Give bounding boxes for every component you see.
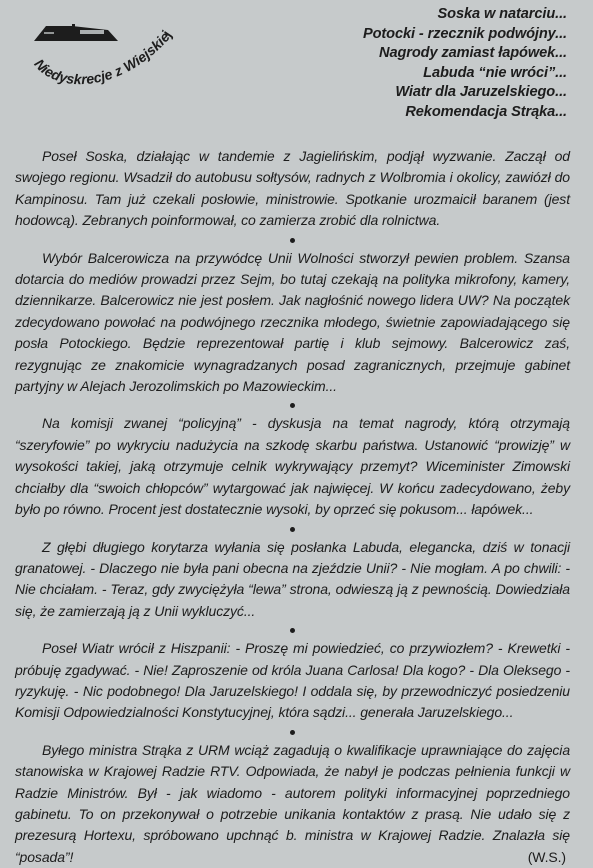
paragraph-soska: Poseł Soska, działając w tandemie z Jagielińskim, podjął wyzwanie. Zaczął od swojego regionu. Wsadził do autobusu sołtysów, radnych z Wolbromia i okolicy, zawiózł do Kampinosu. Tam już czekali posłowie, ministrowie. Spotkanie urozmaicił baranem (jest hodowcą). Zebranych poinformował, co zamierza zrobić dla rolnictwa. (15, 148, 570, 229)
bullet-separator (290, 628, 295, 633)
column-logo (20, 4, 220, 104)
paragraph-strak (15, 740, 570, 868)
teaser: Potocki - rzecznik podwójny... (362, 25, 567, 42)
teaser: Wiatr dla Jaruzelskiego... (395, 84, 567, 101)
teaser: Soska w natarciu... (437, 6, 567, 22)
column-title: Niedyskrecje z Wiejskiej (31, 28, 175, 88)
teaser: Nagrody zamiast łapówek... (379, 45, 567, 62)
paragraph-strak-text: Byłego ministra Strąka z URM wciąż zagadują o kwalifikacje uprawniające do zajęcia stanowiska w Krajowej Radzie RTV. Odpowiada, że nabył je podczas pełnienia funkcji w Radzie Ministrów. Był - jak wiadomo - autorem polityki informacyjnej poprzedniego gabinetu. To on przekonywał o potrzebie unikania kontaktów z prasą. Nie udało się z prezesurą Hortexu, spróbowano upchnąć b. ministra w Krajowej Radzie. Znalazła się “posada”! (15, 741, 570, 865)
bullet-separator (290, 730, 295, 735)
teaser: Rekomendacja Strąka... (405, 103, 567, 120)
bullet-separator (290, 527, 295, 532)
paragraph-komisja: Na komisji zwanej “policyjną” - dyskusja na temat nagrody, którą otrzymają “szeryfowie” po wykryciu nadużycia na szkodę skarbu państwa. Ustanowić “prowizję” w wysokości takiej, jaką otrzymuje celnik wykrywający przemyt? Wiceminister Zimowski chciałby dla “swoich chłopców” wytargować jak najwięcej. W końcu zadecydowano, żeby było po równo. Procent jest dostatecznie wysoki, by oprzeć się pokusom... łapówek... (15, 415, 570, 518)
article-body (15, 146, 570, 868)
paragraph-wiatr: Poseł Wiatr wrócił z Hiszpanii: - Proszę mi powiedzieć, co przywiozłem? - Krewetki - próbuję zgadywać. - Nie! Zaproszenie od króla Juana Carlosa! Dla kogo? - Dla Oleksego - ryzykuję. - Nic podobnego! Dla Jaruzelskiego! I oddala się, by przewodniczyć posiedzeniu Komisji Odpowiedzialności Konstytucyjnej, która sądzi... generała Jaruzelskiego... (15, 640, 570, 721)
teaser: Labuda “nie wróci”... (423, 64, 567, 81)
author-signature: (W.S.) (527, 848, 566, 865)
bullet-separator (290, 403, 295, 408)
paragraph-labuda: Z głębi długiego korytarza wyłania się posłanka Labuda, elegancka, dziś w tonacji granatowej. - Dlaczego nie była pani obecna na zjeździe Unii? - Nie mogłam. A po chwili: - Nie chciałam. - Teraz, gdy zwyciężyła “lewa” strona, odwieszą ją z pewnością. Dowiedziała się, że zamierzają ją z Unii wykluczyć... (15, 538, 570, 619)
bullet-separator (290, 238, 295, 243)
paragraph-balcerowicz: Wybór Balcerowicza na przywódcę Unii Wolności stworzył pewien problem. Szansa dotarcia do mediów prowadzi przez Sejm, bo tutaj czekają na polityka mikrofony, kamery, dziennikarze. Balcerowicz nie jest posłem. Jak nagłośnić nowego lidera UW? Na początek zdecydowano powołać na podwójnego rzecznika młodego, świetnie zapowiadającego się posła Potockiego. Będzie reprezentował partię i klub sejmowy. Balcerowicz zaś, rezygnując ze znakomicie wynagradzanych posad zagranicznych, przejmuje gabinet partyjny w Alejach Jerozolimskich po Mazowieckim... (15, 249, 570, 395)
parliament-building-icon (34, 24, 118, 41)
teaser-list (363, 5, 567, 123)
